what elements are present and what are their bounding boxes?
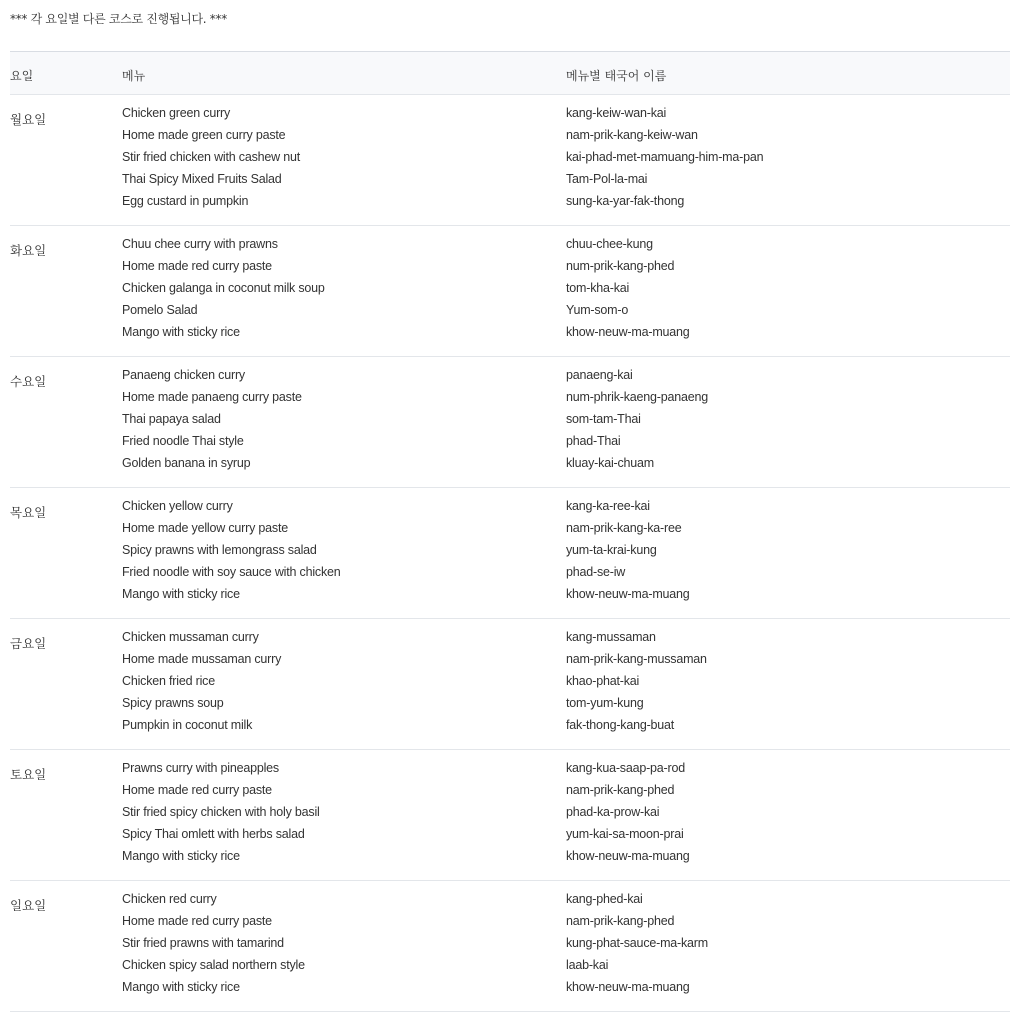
thai-name: khow-neuw-ma-muang	[566, 325, 690, 339]
menu-name: Spicy Thai omlett with herbs salad	[122, 827, 305, 841]
table-row	[10, 390, 1010, 412]
course-notice: *** 각 요일별 다른 코스로 진행됩니다. ***	[10, 12, 227, 26]
thai-name: num-phrik-kaeng-panaeng	[566, 390, 709, 404]
day-group	[10, 95, 1010, 226]
table-row	[10, 259, 1010, 281]
thai-name: som-tam-Thai	[566, 412, 641, 426]
thai-name: tom-kha-kai	[566, 281, 630, 295]
day-label: 화요일	[10, 243, 47, 258]
table-row	[10, 521, 1010, 543]
menu-name: Chicken mussaman curry	[122, 630, 259, 644]
thai-name: nam-prik-kang-phed	[566, 914, 675, 928]
table-row	[10, 805, 1010, 827]
thai-name: tom-yum-kung	[566, 696, 644, 710]
table-row	[10, 172, 1010, 194]
table-row	[10, 587, 1010, 609]
table-row	[10, 303, 1010, 325]
day-group	[10, 619, 1010, 750]
thai-name: kang-phed-kai	[566, 892, 643, 906]
menu-name: Chicken yellow curry	[122, 499, 233, 513]
thai-name: kang-mussaman	[566, 630, 656, 644]
table-body	[10, 95, 1010, 1012]
thai-name: kang-ka-ree-kai	[566, 499, 650, 513]
thai-name: laab-kai	[566, 958, 609, 972]
thai-name: yum-ta-krai-kung	[566, 543, 657, 557]
menu-name: Home made mussaman curry	[122, 652, 282, 666]
menu-name: Home made green curry paste	[122, 128, 286, 142]
thai-name: kang-kua-saap-pa-rod	[566, 761, 685, 775]
thai-name: kai-phad-met-mamuang-him-ma-pan	[566, 150, 764, 164]
thai-name: Tam-Pol-la-mai	[566, 172, 648, 186]
thai-name: fak-thong-kang-buat	[566, 718, 675, 732]
menu-name: Pumpkin in coconut milk	[122, 718, 253, 732]
table-row	[10, 412, 1010, 434]
table-row	[10, 980, 1010, 1002]
menu-name: Chuu chee curry with prawns	[122, 237, 278, 251]
day-group	[10, 750, 1010, 881]
menu-name: Home made red curry paste	[122, 259, 272, 273]
thai-name: khao-phat-kai	[566, 674, 640, 688]
thai-name: yum-kai-sa-moon-prai	[566, 827, 684, 841]
menu-name: Fried noodle Thai style	[122, 434, 244, 448]
table-row	[10, 696, 1010, 718]
day-label: 일요일	[10, 898, 47, 913]
menu-name: Prawns curry with pineapples	[122, 761, 279, 775]
menu-name: Home made yellow curry paste	[122, 521, 288, 535]
thai-name: nam-prik-kang-phed	[566, 783, 675, 797]
menu-name: Spicy prawns with lemongrass salad	[122, 543, 317, 557]
menu-name: Spicy prawns soup	[122, 696, 224, 710]
menu-name: Chicken spicy salad northern style	[122, 958, 305, 972]
day-label: 금요일	[10, 636, 47, 651]
day-group	[10, 357, 1010, 488]
table-row	[10, 914, 1010, 936]
menu-name: Stir fried prawns with tamarind	[122, 936, 284, 950]
thai-name: nam-prik-kang-mussaman	[566, 652, 707, 666]
thai-name: chuu-chee-kung	[566, 237, 653, 251]
table-row	[10, 892, 1010, 914]
table-header	[10, 51, 1010, 95]
table-row	[10, 237, 1010, 259]
menu-name: Chicken green curry	[122, 106, 231, 120]
day-label: 토요일	[10, 767, 47, 782]
day-label: 월요일	[10, 112, 47, 127]
day-group	[10, 488, 1010, 619]
thai-name: phad-se-iw	[566, 565, 626, 579]
menu-name: Thai Spicy Mixed Fruits Salad	[122, 172, 282, 186]
table-row	[10, 783, 1010, 805]
menu-name: Mango with sticky rice	[122, 325, 240, 339]
menu-name: Mango with sticky rice	[122, 587, 240, 601]
table-row	[10, 543, 1010, 565]
table-row	[10, 325, 1010, 347]
thai-name: nam-prik-kang-keiw-wan	[566, 128, 698, 142]
thai-name: num-prik-kang-phed	[566, 259, 675, 273]
thai-name: kang-keiw-wan-kai	[566, 106, 667, 120]
header-thai-name: 메뉴별 태국어 이름	[566, 69, 667, 83]
thai-name: khow-neuw-ma-muang	[566, 849, 690, 863]
table-row	[10, 827, 1010, 849]
weekly-menu-table	[10, 51, 1010, 1012]
table-row	[10, 565, 1010, 587]
menu-name: Egg custard in pumpkin	[122, 194, 249, 208]
table-row	[10, 718, 1010, 740]
menu-name: Mango with sticky rice	[122, 980, 240, 994]
menu-name: Chicken red curry	[122, 892, 217, 906]
table-row	[10, 281, 1010, 303]
thai-name: Yum-som-o	[566, 303, 629, 317]
table-row	[10, 630, 1010, 652]
menu-name: Panaeng chicken curry	[122, 368, 245, 382]
thai-name: khow-neuw-ma-muang	[566, 587, 690, 601]
table-row	[10, 674, 1010, 696]
menu-name: Home made red curry paste	[122, 783, 272, 797]
menu-name: Chicken galanga in coconut milk soup	[122, 281, 325, 295]
table-row	[10, 652, 1010, 674]
day-group	[10, 226, 1010, 357]
thai-name: panaeng-kai	[566, 368, 633, 382]
thai-name: kung-phat-sauce-ma-karm	[566, 936, 708, 950]
table-row	[10, 150, 1010, 172]
thai-name: kluay-kai-chuam	[566, 456, 655, 470]
menu-name: Chicken fried rice	[122, 674, 215, 688]
menu-name: Stir fried chicken with cashew nut	[122, 150, 301, 164]
table-row	[10, 761, 1010, 783]
menu-name: Thai papaya salad	[122, 412, 221, 426]
day-label: 수요일	[10, 374, 47, 389]
header-menu: 메뉴	[122, 69, 146, 83]
table-row	[10, 958, 1010, 980]
table-row	[10, 499, 1010, 521]
thai-name: khow-neuw-ma-muang	[566, 980, 690, 994]
table-row	[10, 368, 1010, 390]
thai-name: phad-Thai	[566, 434, 621, 448]
menu-name: Home made red curry paste	[122, 914, 272, 928]
table-row	[10, 194, 1010, 216]
menu-name: Stir fried spicy chicken with holy basil	[122, 805, 320, 819]
thai-name: phad-ka-prow-kai	[566, 805, 660, 819]
table-row	[10, 456, 1010, 478]
day-group	[10, 881, 1010, 1012]
day-label: 목요일	[10, 505, 47, 520]
thai-name: nam-prik-kang-ka-ree	[566, 521, 682, 535]
table-row	[10, 434, 1010, 456]
table-row	[10, 849, 1010, 871]
thai-name: sung-ka-yar-fak-thong	[566, 194, 685, 208]
header-day: 요일	[10, 69, 34, 83]
table-row	[10, 128, 1010, 150]
menu-name: Golden banana in syrup	[122, 456, 251, 470]
menu-name: Fried noodle with soy sauce with chicken	[122, 565, 341, 579]
menu-name: Home made panaeng curry paste	[122, 390, 302, 404]
table-row	[10, 936, 1010, 958]
menu-name: Pomelo Salad	[122, 303, 198, 317]
table-row	[10, 106, 1010, 128]
menu-name: Mango with sticky rice	[122, 849, 240, 863]
